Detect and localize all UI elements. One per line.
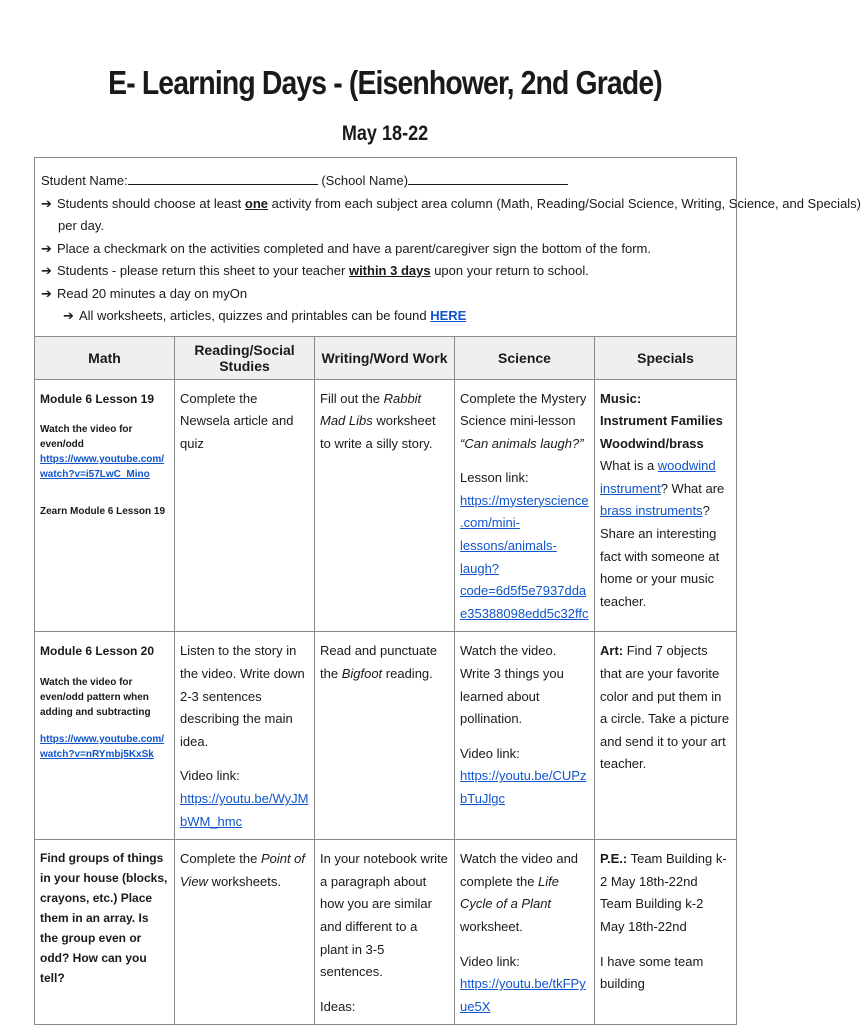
instruction-text: Place a checkmark on the activities completed and have a parent/caregiver sign the bottom of the form.	[57, 240, 651, 256]
specials-label: Music:	[600, 390, 642, 406]
math-extra: Zearn Module 6 Lesson 19	[40, 506, 166, 518]
column-header-reading: Reading/Social Studies	[175, 336, 315, 379]
writing-text: Fill out the	[320, 390, 384, 406]
school-name-field[interactable]	[408, 170, 568, 185]
instruction-text: Students should choose at least	[57, 195, 245, 211]
specials-text: What is a	[600, 458, 658, 474]
arrow-icon: ➔	[41, 285, 52, 301]
instruction-text: Students - please return this sheet to your teacher	[57, 263, 349, 278]
math-title: Module 6 Lesson 19	[40, 391, 155, 406]
math-title: Module 6 Lesson 20	[40, 644, 155, 659]
math-note: Watch the video for even/odd	[40, 424, 133, 451]
specials-text: Team Building k-2 May 18th-22nd	[600, 896, 704, 934]
science-video-link[interactable]: https://youtu.be/CUPzbTuJlgc	[460, 768, 587, 806]
math-video-link[interactable]: https://www.youtube.com/watch?v=nRYmbj5KxSk	[40, 734, 165, 761]
page-title: E- Learning Days - (Eisenhower, 2nd Grade)	[108, 64, 662, 101]
instruction-1	[41, 193, 861, 216]
specials-subtitle: Woodwind/brass	[600, 435, 704, 451]
specials-cell	[595, 632, 737, 840]
specials-cell	[595, 840, 737, 1025]
specials-label: Art:	[600, 643, 624, 659]
writing-text: In your notebook write a paragraph about how you are similar and different to a plant in 3-5 sentences.	[320, 851, 448, 980]
science-cell	[455, 632, 595, 840]
science-italic: “Can animals laugh?”	[460, 435, 584, 451]
instruction-text: All worksheets, articles, quizzes and printables can be found	[79, 308, 431, 323]
science-text: Complete the Mystery Science mini-lesson	[460, 390, 587, 429]
table-row	[35, 379, 737, 632]
column-header-row	[35, 336, 737, 379]
reading-cell	[175, 840, 315, 1025]
instruction-3	[41, 260, 730, 283]
specials-text: Team Building k-2 May 18th-22nd	[600, 851, 727, 889]
math-video-link[interactable]: https://www.youtube.com/watch?v=i57LwC_Mino	[40, 454, 165, 481]
science-italic: Life Cycle of a Plant	[460, 873, 560, 912]
table-row	[35, 840, 737, 1025]
science-link-label: Video link:	[460, 953, 520, 969]
column-header-science: Science	[455, 336, 595, 379]
instruction-4	[41, 283, 730, 306]
writing-italic: Bigfoot	[341, 666, 383, 682]
reading-link-label: Video link:	[180, 768, 240, 784]
writing-text: worksheet to write a silly story.	[320, 413, 436, 451]
reading-cell	[175, 632, 315, 840]
reading-text: Complete the	[180, 851, 261, 867]
specials-text: ? Share an interesting fact with someone at home or your music teacher.	[600, 503, 720, 609]
worksheets-link[interactable]: HERE	[430, 308, 467, 323]
instruction-text: upon your return to school.	[430, 263, 589, 278]
specials-cell	[595, 379, 737, 632]
math-title: Find groups of things in your house (blocks, crayons, etc.) Place them in an array. Is the group even or odd? How can you tell?	[40, 851, 168, 986]
column-header-specials: Specials	[595, 336, 737, 379]
writing-cell	[315, 840, 455, 1025]
instruction-emphasis: one	[244, 195, 269, 211]
science-lesson-link[interactable]: https://mysteryscience.com/mini-lessons/animals-laugh?code=6d5f5e7937ddae35388098edd5c32ffc	[460, 492, 589, 621]
instruction-emphasis: within 3 days	[348, 263, 431, 278]
reading-video-link[interactable]: https://youtu.be/WyJMbWM_hmc	[180, 791, 309, 829]
instruction-text: Read 20 minutes a day on myOn	[57, 285, 248, 301]
writing-cell	[315, 379, 455, 632]
writing-italic: Rabbit Mad Libs	[320, 390, 422, 429]
specials-label: P.E.:	[600, 851, 628, 867]
science-text: Watch the video and complete the	[460, 851, 579, 889]
column-header-math: Math	[35, 336, 175, 379]
arrow-icon: ➔	[41, 195, 52, 211]
instruction-text: activity from each subject area column (Math, Reading/Social Science, Writing, Science, and Specials)	[268, 195, 861, 211]
page-subtitle: May 18-22	[341, 122, 429, 145]
reading-text: Listen to the story in the video. Write down 2-3 sentences describing the main idea.	[180, 643, 305, 749]
math-cell	[35, 632, 175, 840]
student-name-label: Student Name:	[41, 173, 128, 188]
school-name-label: (School Name)	[321, 173, 409, 188]
writing-ideas: Ideas:	[320, 998, 356, 1014]
specials-text: I have some team building	[600, 953, 704, 992]
science-cell	[455, 840, 595, 1025]
instruction-2	[41, 238, 730, 261]
activity-table	[34, 157, 861, 1025]
science-video-link[interactable]: https://youtu.be/tkFPyue5X	[460, 976, 586, 1014]
science-cell	[455, 379, 595, 632]
instructions-box	[35, 158, 861, 337]
science-text: worksheet.	[460, 918, 523, 934]
specials-subtitle: Instrument Families	[600, 413, 723, 429]
science-text: Watch the video. Write 3 things you learned about pollination.	[460, 643, 564, 727]
arrow-icon: ➔	[63, 308, 74, 323]
brass-link[interactable]: brass instruments	[600, 503, 703, 519]
math-cell	[35, 379, 175, 632]
writing-text: reading.	[382, 666, 433, 682]
science-link-label: Video link:	[460, 745, 520, 761]
writing-cell	[315, 632, 455, 840]
science-link-label: Lesson link:	[460, 470, 529, 486]
column-header-writing: Writing/Word Work	[315, 336, 455, 379]
math-cell	[35, 840, 175, 1025]
student-name-field[interactable]	[128, 170, 318, 185]
instruction-1-cont: per day.	[58, 218, 105, 233]
math-note: Watch the video for even/odd pattern when adding and subtracting	[40, 677, 151, 719]
specials-text: Find 7 objects that are your favorite color and put them in a circle. Take a picture and send it to your art teacher.	[600, 643, 730, 772]
woodwind-link[interactable]: woodwind instrument	[600, 458, 716, 496]
reading-text: worksheets.	[207, 873, 281, 889]
writing-text: Read and punctuate the	[320, 643, 438, 682]
reading-cell	[175, 379, 315, 632]
table-row	[35, 632, 737, 840]
specials-text: ? What are	[660, 480, 725, 496]
instruction-5	[41, 305, 730, 328]
name-line	[41, 170, 730, 193]
arrow-icon: ➔	[41, 240, 52, 256]
arrow-icon: ➔	[41, 263, 52, 278]
reading-text: Complete the Newsela article and quiz	[180, 390, 294, 451]
reading-italic: Point of View	[180, 851, 306, 889]
